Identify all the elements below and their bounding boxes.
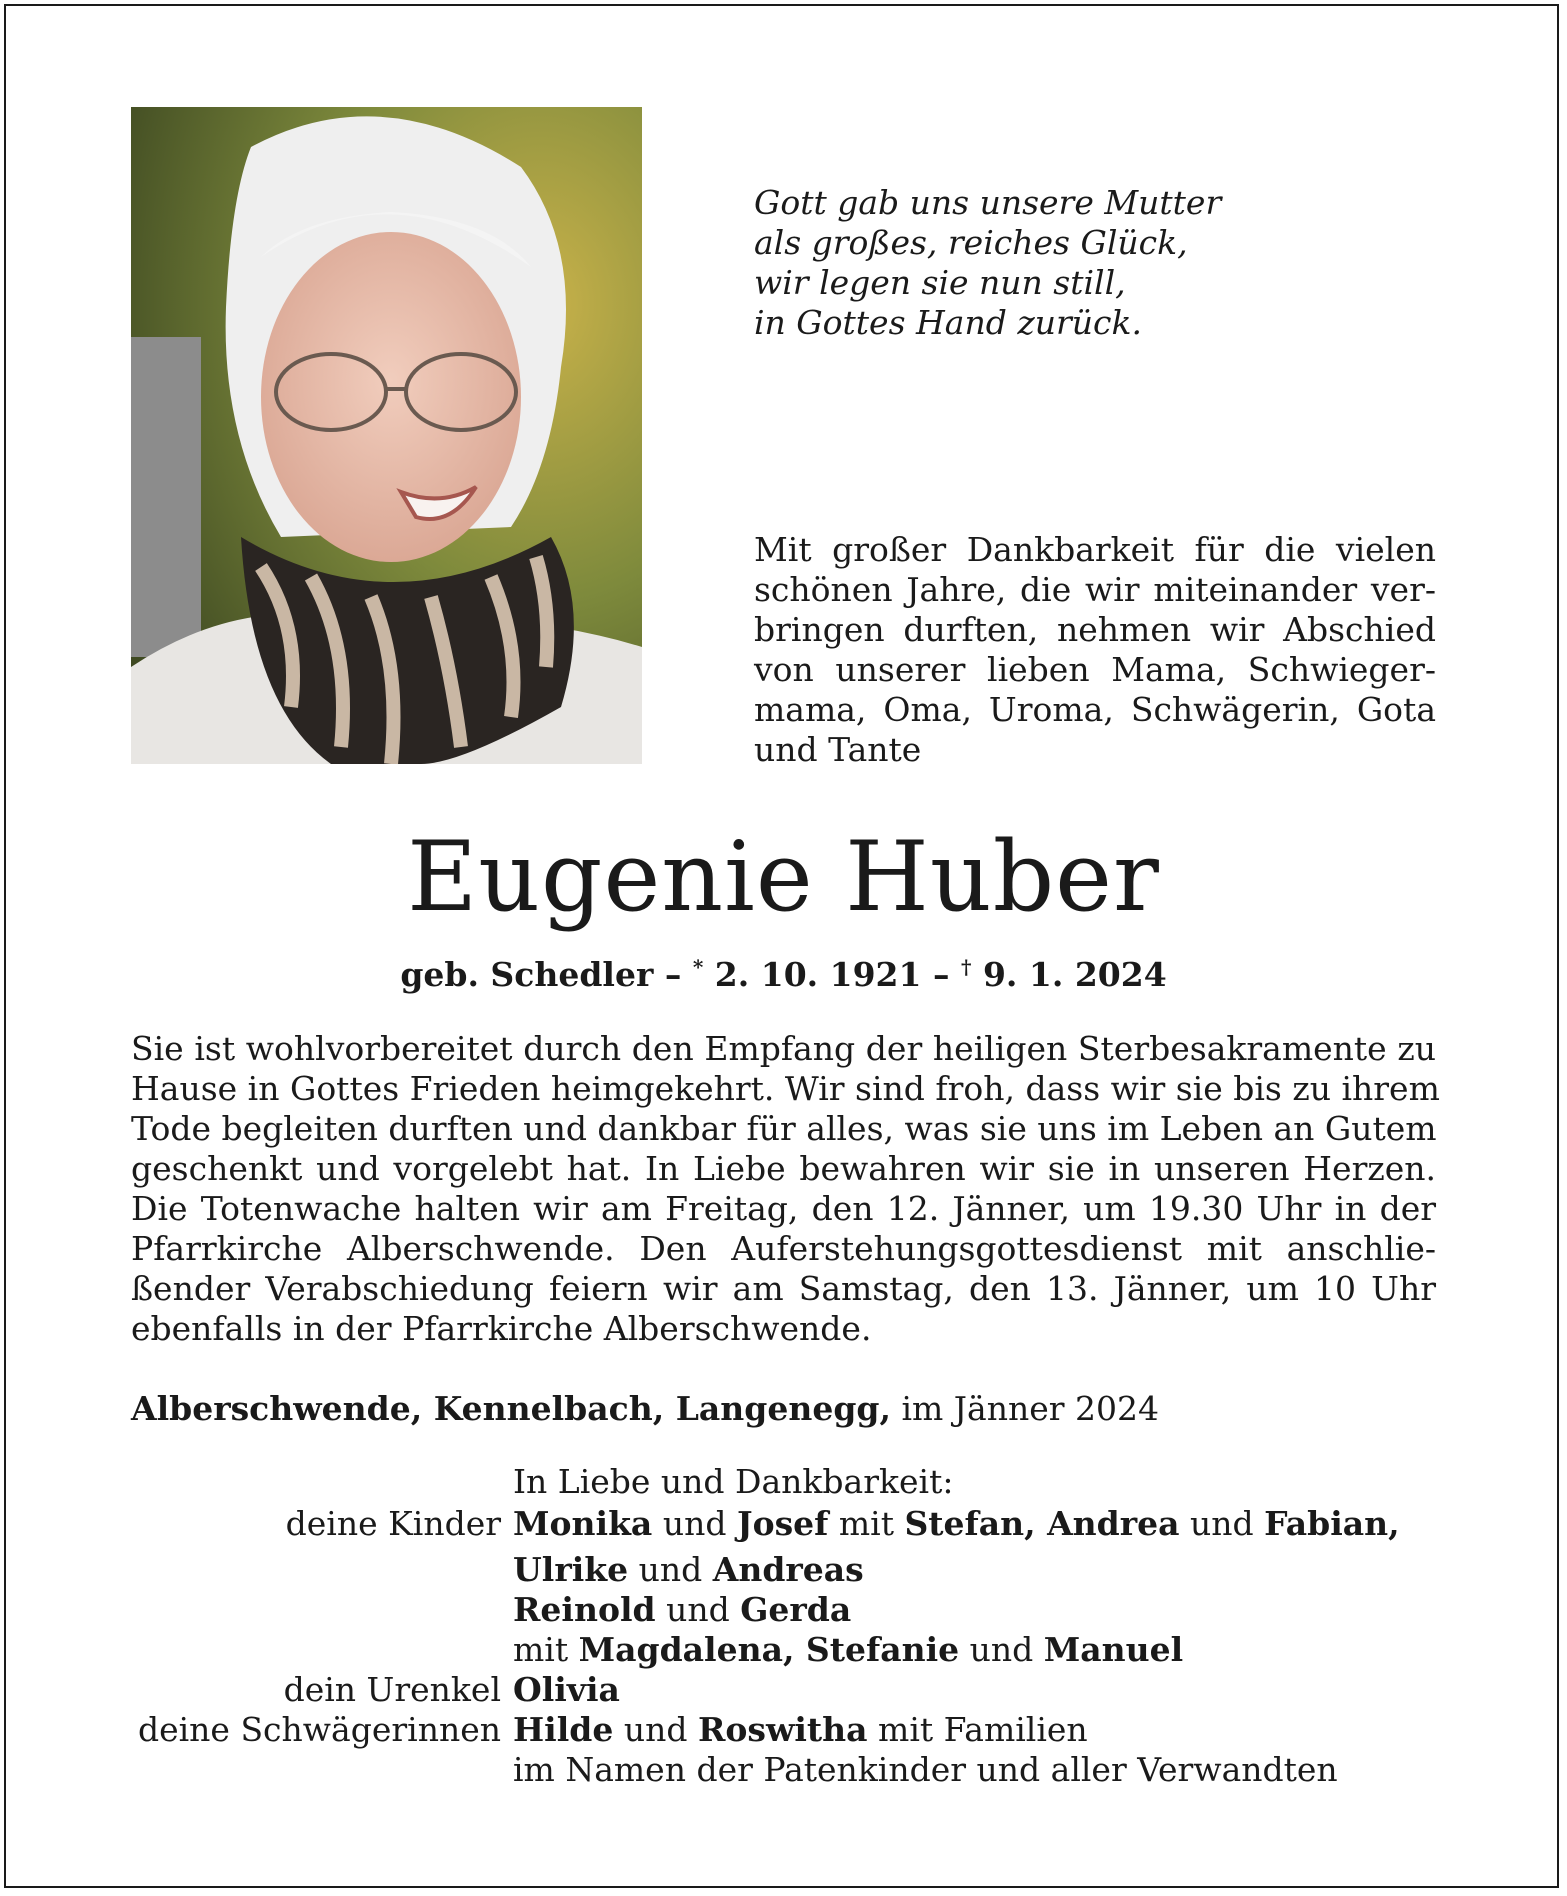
portrait-photo xyxy=(131,107,642,764)
name-reinold: Reinold xyxy=(513,1590,656,1629)
intro-line: und Tante xyxy=(754,730,922,769)
kinder-names xyxy=(513,1504,1400,1544)
schwaegerinnen-label: deine Schwägerinnen xyxy=(137,1710,501,1749)
life-dates xyxy=(0,945,1567,997)
closing-text: im Namen der Patenkinder und aller Verwandten xyxy=(513,1750,1338,1789)
body-line: ebenfalls in der Pfarrkirche Alberschwende. xyxy=(131,1309,872,1348)
kinder-names-2 xyxy=(513,1550,864,1590)
kinder-names-3 xyxy=(513,1590,851,1630)
kinder-row-4 xyxy=(131,1630,1451,1670)
deceased-name: Eugenie Huber xyxy=(407,821,1160,933)
empty-label xyxy=(131,1750,513,1790)
urenkel-name xyxy=(513,1670,620,1710)
conj: mit xyxy=(828,1504,905,1543)
poem-line: in Gottes Hand zurück. xyxy=(754,303,1142,342)
intro-line: schönen Jahre, die wir miteinander ver- xyxy=(754,570,1436,609)
names-stefan-andrea: Stefan, Andrea xyxy=(904,1504,1180,1543)
body-line: Hause in Gottes Frieden heimgekehrt. Wir sind froh, dass wir sie bis zu ihrem xyxy=(131,1069,1440,1108)
conj: und xyxy=(959,1630,1044,1669)
place-date xyxy=(131,1387,1159,1431)
schwaegerinnen-row xyxy=(131,1710,1451,1750)
name-monika: Monika xyxy=(513,1504,653,1543)
death-date: 9. 1. 2024 xyxy=(982,955,1167,994)
empty-label xyxy=(131,1590,513,1630)
body-line: ßender Verabschiedung feiern wir am Samstag, den 13. Jänner, um 10 Uhr xyxy=(131,1269,1436,1308)
body-line: Tode begleiten durften und dankbar für alles, was sie uns im Leben an Gutem xyxy=(131,1109,1437,1148)
conj: und xyxy=(652,1504,737,1543)
conj: und xyxy=(1179,1504,1265,1543)
name-ulrike: Ulrike xyxy=(513,1550,629,1589)
place-month: im Jänner 2024 xyxy=(890,1389,1159,1428)
body-line: geschenkt und vorgelebt hat. In Liebe bewahren wir sie in unseren Herzen. xyxy=(131,1149,1436,1188)
intro-paragraph xyxy=(754,530,1436,770)
portrait-illustration xyxy=(131,107,642,764)
poem-line: wir legen sie nun still, xyxy=(754,263,1126,302)
conj: und xyxy=(628,1550,713,1589)
closing-row xyxy=(131,1750,1451,1790)
empty-label xyxy=(131,1462,513,1502)
signature-intro-row xyxy=(131,1462,1451,1502)
conj: und xyxy=(613,1710,698,1749)
place-towns: Alberschwende, Kennelbach, Langenegg, xyxy=(131,1389,891,1428)
mit-familien: mit Familien xyxy=(867,1710,1088,1749)
name-hilde: Hilde xyxy=(513,1710,614,1749)
conj: mit xyxy=(513,1630,579,1669)
name-gerda: Gerda xyxy=(740,1590,852,1629)
intro-line: mama, Oma, Uroma, Schwägerin, Gota xyxy=(754,690,1436,729)
name-manuel: Manuel xyxy=(1043,1630,1184,1669)
intro-line: bringen durften, nehmen wir Abschied xyxy=(754,610,1436,649)
schwaegerinnen-names xyxy=(513,1710,1088,1750)
kinder-row-2 xyxy=(131,1550,1451,1590)
kinder-row xyxy=(131,1502,1451,1546)
signature-intro: In Liebe und Dankbarkeit: xyxy=(513,1462,954,1501)
name-roswitha: Roswitha xyxy=(697,1710,868,1749)
maiden-name: geb. Schedler – xyxy=(400,955,682,994)
name-andreas: Andreas xyxy=(712,1550,864,1589)
urenkel-label: dein Urenkel xyxy=(283,1670,501,1709)
kinder-row-3 xyxy=(131,1590,1451,1630)
poem-line: Gott gab uns unsere Mutter xyxy=(754,183,1222,222)
intro-line: Mit großer Dankbarkeit für die vielen xyxy=(754,530,1436,569)
empty-label xyxy=(131,1550,513,1590)
conj: und xyxy=(655,1590,741,1629)
names-magdalena-stefanie: Magdalena, Stefanie xyxy=(578,1630,960,1669)
name-fabian: Fabian, xyxy=(1264,1504,1400,1543)
birth-date: 2. 10. 1921 – xyxy=(714,955,950,994)
poem-line: als großes, reiches Glück, xyxy=(754,223,1188,262)
urenkel-row xyxy=(131,1670,1451,1710)
intro-line: von unserer lieben Mama, Schwieger- xyxy=(754,650,1436,689)
body-line: Sie ist wohlvorbereitet durch den Empfang der heiligen Sterbesakramente zu xyxy=(131,1029,1436,1068)
name-olivia: Olivia xyxy=(513,1670,620,1709)
empty-label xyxy=(131,1630,513,1670)
poem xyxy=(754,183,1274,343)
kinder-label: deine Kinder xyxy=(285,1504,501,1543)
death-symbol: † xyxy=(960,955,972,979)
enkel-names xyxy=(513,1630,1183,1670)
body-line: Die Totenwache halten wir am Freitag, den 12. Jänner, um 19.30 Uhr in der xyxy=(131,1189,1436,1228)
birth-symbol: * xyxy=(692,955,704,979)
name-josef: Josef xyxy=(736,1504,829,1543)
body-paragraph xyxy=(131,1029,1440,1349)
body-line: Pfarrkirche Alberschwende. Den Auferstehungsgottesdienst mit anschlie- xyxy=(131,1229,1436,1268)
signature-block xyxy=(131,1462,1451,1790)
